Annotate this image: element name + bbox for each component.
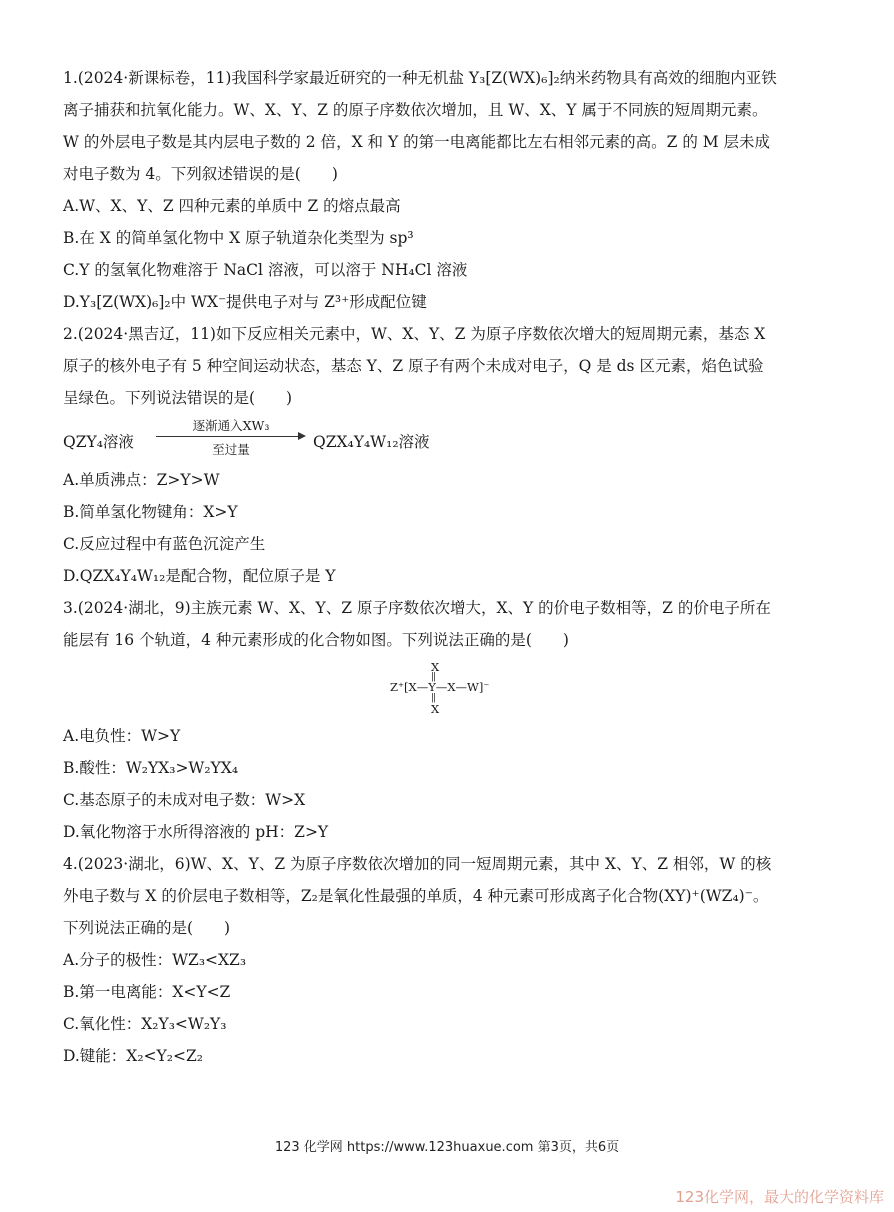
question-2: [63, 318, 833, 592]
question-3-option-a: A.电负性：W>Y: [63, 727, 181, 745]
watermark: 123化学网，最大的化学资料库: [675, 1188, 884, 1206]
reaction-arrow: [156, 416, 306, 464]
question-4-option-c: C.氧化性：X₂Y₃<W₂Y₃: [63, 1015, 227, 1033]
question-2-line-1: 2.(2024·黑吉辽，11)如下反应相关元素中，W、X、Y、Z 为原子序数依次增大的短周期元素，基态 X: [63, 325, 766, 343]
question-1-line-2: 离子捕获和抗氧化能力。W、X、Y、Z 的原子序数依次增加，且 W、X、Y 属于不同族的短周期元素。: [63, 101, 768, 119]
structure-top-atom: X: [431, 660, 440, 674]
question-4-option-a: A.分子的极性：WZ₃<XZ₃: [63, 951, 247, 969]
structure-bottom-bond: ||: [431, 693, 436, 703]
question-3: [63, 592, 833, 848]
structure-bottom-atom: X: [431, 702, 440, 716]
question-1-option-a: A.W、X、Y、Z 四种元素的单质中 Z 的熔点最高: [63, 197, 401, 215]
question-4-line-1: 4.(2023·湖北，6)W、X、Y、Z 为原子序数依次增加的同一短周期元素，其中 X、Y、Z 相邻，W 的核: [63, 855, 772, 873]
arrow-shaft: [156, 436, 302, 437]
arrow-head-icon: [298, 432, 306, 440]
question-3-option-d: D.氧化物溶于水所得溶液的 pH：Z>Y: [63, 823, 329, 841]
question-1-line-1: 1.(2024·新课标卷，11)我国科学家最近研究的一种无机盐 Y₃[Z(WX)₆]₂纳米药物具有高效的细胞内亚铁: [63, 69, 777, 87]
reaction-product: QZX₄Y₄W₁₂溶液: [313, 433, 430, 451]
reaction-condition-below: 至过量: [212, 442, 250, 457]
reaction-equation: [63, 414, 833, 464]
page-footer: 123 化学网 https://www.123huaxue.com 第3页，共6页: [274, 1140, 620, 1155]
question-3-option-b: B.酸性：W₂YX₃>W₂YX₄: [63, 759, 239, 777]
question-2-option-d: D.QZX₄Y₄W₁₂是配合物，配位原子是 Y: [63, 567, 336, 585]
question-3-option-c: C.基态原子的未成对电子数：W>X: [63, 791, 306, 809]
question-4-line-3: 下列说法正确的是( ): [63, 919, 231, 937]
question-4-option-b: B.第一电离能：X<Y<Z: [63, 983, 231, 1001]
compound-structure: [63, 660, 833, 718]
question-1-line-3: W 的外层电子数是其内层电子数的 2 倍，X 和 Y 的第一电离能都比左右相邻元素的高。Z 的 M 层未成: [63, 133, 771, 151]
question-1-option-c: C.Y 的氢氧化物难溶于 NaCl 溶液，可以溶于 NH₄Cl 溶液: [63, 261, 468, 279]
question-1-line-4: 对电子数为 4。下列叙述错误的是( ): [63, 165, 338, 183]
question-4: [63, 848, 833, 1072]
question-2-option-c: C.反应过程中有蓝色沉淀产生: [63, 535, 266, 553]
question-2-option-a: A.单质沸点：Z>Y>W: [63, 471, 220, 489]
question-4-line-2: 外电子数与 X 的价层电子数相等，Z₂是氧化性最强的单质，4 种元素可形成离子化合物(XY)⁺(WZ₄)⁻。: [63, 887, 769, 905]
question-1: [63, 62, 833, 318]
question-3-line-1: 3.(2024·湖北，9)主族元素 W、X、Y、Z 原子序数依次增大，X、Y 的价电子数相等，Z 的价电子所在: [63, 599, 771, 617]
document-body: [63, 62, 833, 1072]
question-3-line-2: 能层有 16 个轨道，4 种元素形成的化合物如图。下列说法正确的是( ): [63, 631, 569, 649]
question-4-option-d: D.键能：X₂<Y₂<Z₂: [63, 1047, 203, 1065]
reaction-reactant: QZY₄溶液: [63, 433, 134, 451]
question-2-line-2: 原子的核外电子有 5 种空间运动状态，基态 Y、Z 原子有两个未成对电子，Q 是 ds 区元素，焰色试验: [63, 357, 764, 375]
structure-top-bond: ||: [431, 672, 436, 682]
question-2-line-3: 呈绿色。下列说法错误的是( ): [63, 389, 293, 407]
question-2-option-b: B.简单氢化物键角：X>Y: [63, 503, 238, 521]
question-1-option-d: D.Y₃[Z(WX)₆]₂中 WX⁻提供电子对与 Z³⁺形成配位键: [63, 293, 427, 311]
structure-main-chain: Z⁺[X—Y—X—W]⁻: [390, 680, 490, 694]
question-1-option-b: B.在 X 的简单氢化物中 X 原子轨道杂化类型为 sp³: [63, 229, 414, 247]
reaction-condition-above: 逐渐通入XW₃: [192, 418, 270, 433]
